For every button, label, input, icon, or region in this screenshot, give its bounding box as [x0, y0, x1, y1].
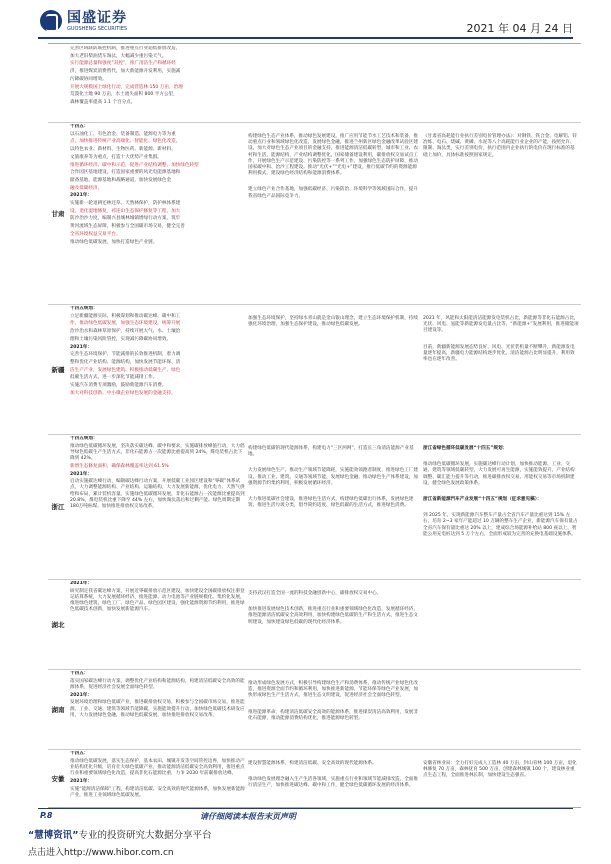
policy-text: 合作园区基地建设，打造国家重要的风光电能源基地和 [70, 170, 181, 176]
province-label: 新疆 [51, 365, 65, 374]
policy-cell-1 [70, 306, 245, 432]
policy-text: 作，推动绿色低碳发展，加强生态环境建设，统筹开展 [70, 321, 181, 327]
policy-text: 全省环境权益交易平台。 [70, 231, 121, 237]
province-label [48, 44, 68, 122]
policy-text: 十四五规划： [70, 306, 98, 311]
policy-text: 建设智慧能源体系，构建清洁低碳、安全高效的现代能源体系。 [248, 761, 377, 766]
policy-text: 济，推进煤炭消费替代，加大新能源开发利用，实施减 [70, 69, 181, 75]
policy-text: 立足新疆能源实际，积极谋划和推动碳达峰、碳中和工 [70, 313, 181, 319]
policy-text: 安徽省林业局：全力打好完成人工造林 40 万亩，封山育林 100 万亩，退化林修复 70 万亩，森林抚育 500 万亩，创建森林城镇 100 个，建设林业重点生态工程，全面推进林长制，加快建设生态强省。 [423, 761, 577, 779]
policy-text: 2021 年，风能和太阳能清洁能源发电装机占比，新能源等非化石能源占比，光伏、风电、氢能等新能源发电量占比等，“新能源+”发展利用，推进储能项目建设等。 [423, 316, 579, 334]
policy-cell-1 [70, 671, 245, 747]
logo-mark-icon [40, 10, 62, 32]
policy-text: 加快推进发展绿色技术创新，推进重点行业和重要领域绿色化改造，发展循环经济，推进能源清洁低碳安全高效利用，加快构建绿色低碳的生产和生活方式，推进生态文明建设，加快建设绿色低碳的现代化经济体系。 [248, 607, 418, 625]
policy-cell-2 [248, 671, 418, 747]
hibor-brand: “慧博资讯” [28, 830, 79, 841]
guosheng-logo [40, 10, 127, 32]
policy-cell-3 [423, 124, 579, 302]
policy-text: 《甘肃省高耗能行业执行差别电价管理办法》：对钢铁、铁合金、电解铝、锌冶炼、电石、烧碱、黄磷、水泥等八个高耗能行业企业的产能，按照允许、限制、淘汰类，实行差别电价，执行范围内企业执行的电价在现行标准的基础上加价，具体标准按照国家规定。 [423, 134, 577, 158]
policy-text: 浙江省新能源汽车产业发展“十四五”规划（征求意见稿）： [423, 497, 542, 503]
policy-text: 加强生态环境保护，坚持绿水青山就是金山银山理念，建立生态环境保护机制，持续强化环境治理，加强生态保护建设，推动绿色低碳发展。 [248, 316, 418, 328]
policy-cell-2 [248, 436, 418, 577]
hibor-tagline: 专业的投资研究大数据分享平台 [78, 830, 212, 841]
policy-text: 以特色农业、新材料、生物医药、新能源、新材料、 [70, 147, 176, 153]
hibor-url-link[interactable]: http://www.hibor.com.cn [64, 848, 174, 858]
policy-text: 落实国家碳达峰行动方案，调整优化产业结构和能源结构，构建清洁低碳安全高效的能源体系，促进经济社会发展全面绿色转型。 [70, 678, 245, 690]
province-label: 浙江 [51, 503, 65, 511]
policy-cell-1 [70, 436, 245, 577]
policy-cell-3 [423, 581, 579, 667]
policy-text: 以石油化工、有色冶金、装备制造、能源电力等为重 [70, 131, 176, 137]
policy-text: 大力发展绿色生产、推动生产领域节能降耗，实施能效领跑者制度，推进绿色工厂建设，推动工业、建筑、交通等领域节能，发展绿色金融，推动绿色生产体系建设，加强资源节约集约利用，积极发展循环经济。 [248, 468, 418, 486]
policy-text: 推进循环经济、碳中和示范，促进产业结构调整，加快绿色转型 [70, 162, 199, 168]
policy-text: 2021年： [70, 193, 92, 199]
policy-text: 推动绿色低碳发展，落实生态保护、基本农田、城镇开发等空间管控边界，加快推动产业结构优化升级，培育壮大绿色低碳产业，推动能源清洁低碳安全高效利用，推进重点行业和重要领域绿色化改造，提高非化石能源比重，力争 2030 年前碳排放达峰。 [70, 758, 245, 777]
table-row [48, 434, 581, 580]
policy-cell-2 [248, 124, 418, 302]
policy-text: 推动绿色低碳循环发展，坚决落实碳达峰、碳中和要求，实施碳排放峰值行动，大力倡导绿色低碳生产生活方式，非化石能源占一次能源比重提高到 24%，煤电装机占比下降到 42%。 [70, 443, 245, 462]
policy-text: 整和优化产业结构、能源结构，加快发展节能环保、清 [70, 359, 181, 365]
logo-name-cn: 国盛证券 [67, 9, 127, 26]
policy-text: 推动绿色低碳发展，加快打造绿色产业链。 [70, 239, 158, 245]
policy-text: 实施“能源清洁保障”工程，构建清洁低碳、安全高效的现代能源体系，加快发展新能源产业，推进工业领域绿色低碳发展。 [70, 786, 245, 798]
page-number: P.8 [40, 811, 53, 820]
policy-text: 浙江省绿色循环低碳发展“十四五”规划： [423, 446, 508, 451]
report-date: 2021 年 04 月 24 日 [466, 22, 573, 35]
policy-text: 研究制定我省碳达峰方案，开展近零碳排放示范区建设，加快建设全国碳排放权注册登记结算系统，大力发展循环经济，推进能源、动力电池等产业链规模化、集约化发展，推进绿色建筑、绿色工厂、绿色产品、绿色园区建设，强化能源资源节约利用，推进绿色低碳技术创新，加快发展新能源汽车。 [70, 588, 245, 613]
policy-text: 大力推进低碳社会建设，推进绿色生活方式，构建绿色低碳出行体系，发展绿色建筑、推进生活垃圾分类，倡导简约适度、绿色低碳的生活方式，推进绿色消费。 [248, 497, 414, 509]
header-divider [38, 37, 573, 39]
policy-text: 2021年： [70, 471, 92, 477]
policy-text: 融及低碳经济。 [70, 185, 103, 191]
policy-cell-3 [423, 306, 579, 432]
policy-text: 十四五规划： [70, 436, 98, 441]
hibor-link-line [28, 845, 174, 858]
table-row [48, 44, 581, 123]
policy-text: 推动绿色发展理念融入生产生活各领域，实施重点行业和领域节能减排改造，全面推行清洁生产，加快推进碳达峰、碳中和工作，健全绿色低碳循环发展的经济体系。 [248, 777, 418, 789]
policy-text: 目前，新疆新能源发展态势良好，风电、光伏装机量不断攀升，新能源发电量逐年提高，新疆电力能源结构逐步优化，清洁能源占比明显提升，利用效率也在逐年改善。 [423, 344, 575, 363]
province-label: 湖南 [51, 705, 65, 714]
policy-text: 实施新一轮退耕还林还草、天然林保护，防护林体系建 [70, 201, 181, 207]
policy-cell-3 [423, 436, 579, 577]
policy-cell-1 [70, 124, 245, 302]
policy-text: 储备基地，能源基地和战略通道，加快发展绿色金 [70, 177, 172, 183]
policy-text: 启动实施碳达峰行动，编制碳达峰行动方案，开展低碳工业园区建设和“零碳”体系试点，大力调整能源结构、产业结构、运输结构，大力发展新能源，优化电力、天然气供给和布局，累计装机容量。实施绿色低碳循环发展，非化石能源占一次能源比重提高到 20.8%，煤电装机比重下降至 44% 左右，加快淘汰落后和过剩产能。绿色周期定期180万吨标煤。加快推进排放权交易改革。 [70, 479, 245, 510]
policy-text: 支持武汉打造全国一流的科技金融创新中心，碳排放权交易中心。 [248, 591, 382, 596]
province-label: 安徽 [51, 774, 65, 783]
policy-text: 推动形成绿色发展方式，积极引导构建绿色生产和消费体系，推动传统产业绿色化改造，推进资源全面节约和循环利用，加快推进新能源、节能环保等绿色产业发展，加快形成绿色生产生活方式，推进生态文明建设，促进经济社会全面绿色转型。 [248, 681, 418, 699]
policy-text: 森林覆盖率提高 1.1 个百分点。 [70, 99, 136, 105]
policy-cell-2 [248, 306, 418, 432]
policy-text: 2021年： [70, 344, 92, 350]
policy-text: 实施汽车消费专项激励，鼓励新能源汽车消费。 [70, 383, 167, 389]
policy-text: 理和土壤污染风险管控，实现减污降碳协同增效。 [70, 336, 172, 342]
province-label: 湖北 [51, 620, 65, 629]
policy-cell-2 [248, 581, 418, 667]
policy-cell-1 [70, 581, 245, 667]
policy-text: 文旅康养等为重点，打造十大优势产业集群。 [70, 154, 162, 160]
policy-text: 推动绿色低碳循环发展，实施碳达峰行动计划，加快推动能源、工业、交通、建筑等领域低碳转型，大力发展可再生能源，实施能效提升、产业结构调整、碳汇能力提升等行动，推进碳排放权交易、用能权交易等市场机制建设，健全绿色发展政策体系。 [423, 462, 575, 486]
footer-divider [38, 808, 573, 809]
policy-text: 洁生产产业，发展绿色建筑、积极推动低碳生产、绿色 [70, 367, 181, 373]
policy-cell-2 [248, 751, 418, 805]
policy-text: 十四五： [70, 671, 89, 676]
policy-text: 推进能源革命，构建清洁低碳安全高效的能源体系，推进煤炭清洁高效利用，发展非化石能源，推动能源消费结构优化，推进能源绿色转型。 [248, 709, 418, 721]
province-label: 甘肃 [51, 209, 65, 218]
policy-text: 点，加快推进传统产业高端化、智能化、绿色化改造， [70, 139, 181, 145]
logo-name-en: GUOSHENG SECURITIES [67, 25, 128, 32]
policy-text: 2021年： [70, 692, 92, 698]
table-row [48, 122, 581, 305]
policy-text: 开展大规模国土绿化行动，完成营造林 150 万亩，治理 [70, 84, 183, 90]
policy-cell-3 [423, 671, 579, 747]
table-row [48, 579, 581, 670]
policy-text: 到 2025 年，实现新能源汽车整车产量占全省汽车产量比重达到 15% 左右，培育 2~3 家年产能超过 10 万辆的整车生产企业，新能源汽车保有量占全省汽车保有量比重达 20% 以上，建成综合场能源补给站 800 座以上，智能公用充电桩达到 5 万个左右，全面形成较为完善的充换电基础设施体系。 [423, 513, 578, 537]
policy-cell-3 [423, 46, 579, 120]
policy-table [48, 43, 581, 808]
policy-text: 2021年： [70, 778, 92, 784]
policy-cell-3 [423, 751, 579, 805]
hibor-link-prefix: 点击进入 [28, 848, 65, 858]
policy-cell-1 [70, 46, 245, 120]
policy-cell-1 [70, 751, 245, 805]
policy-text: 构建绿色生态产业体系，推动绿色发展建设。推广应用节能节水工艺技术和装备，推动重点行业和领域绿色化改造，发展绿色金融，推进兰州新区绿色金融改革试验区建设。加大对绿色生态产业项目的金融支持，推进能源清洁低碳转型，城市和工业、农村和生活，能源结构，产业结构调整优化，国家储备建设利用，碳排放权交易试点工作，开展绿色生产示范建设、污染防控等一系列工作，加强绿色生态防护屏障，推动国家碳中和、治沙工程建设。推动“光伏+”“光电+”建设，推行低碳节约的资源能源利用模式，建设绿色经济结构和能源消费体系。 [248, 134, 418, 177]
policy-text: 防沙治沙力度，编制兴县城林城镇增绿行动方案，筑牢 [70, 216, 181, 222]
policy-text: 建立绿色产业合作基地，加强低碳经济、污染防治、环境科学等领域国际合作，提升我省绿色产品国际竞争力。 [248, 187, 418, 199]
policy-text: 完善生态环境保护、节能减排的长效推进机制，着力调 [70, 352, 181, 358]
policy-text: 发展环境治理和绿色低碳产业，推进碳排放权交易，积极参与全国碳市场交易，推进能源、工业、交通、建筑等领域节能降碳，实施能效提升行动，加快绿色低碳技术研发应用，大力发展绿色金融，推动绿色低碳发展，加快推进排放权交易改革。 [70, 700, 245, 718]
policy-text: 2021年： [70, 581, 92, 586]
policy-text: 加大对科技创新、中小微企业绿色发展的金融支持。 [70, 390, 176, 396]
hibor-ad-line [28, 827, 212, 841]
policy-text: 加大老旧柴油货车淘汰，大幅减少重污染天气。 [70, 53, 167, 59]
table-row [48, 749, 581, 807]
policy-text: 黄河流域生态屏障，积极参与全国碳市场交易，健全完善 [70, 224, 185, 230]
policy-text: 治沙治水和森林草原保护，持续开展大气、水、土壤治 [70, 329, 181, 335]
page-header [0, 0, 611, 40]
policy-text: 实行能源总量和强度“双控”，推广清洁生产和循环经 [70, 61, 176, 67]
disclaimer-note: 请仔细阅读本报告末页声明 [200, 812, 296, 821]
table-row [48, 669, 581, 750]
table-row [48, 304, 581, 435]
policy-text: 构建绿色低碳的现代能源体系，构建电力“三区两网”，打造长三角清洁能源产业基地。 [248, 446, 414, 458]
policy-text: 设，退化湿地修复，祁连山生态保护修复等工程，加大 [70, 208, 181, 214]
policy-text: 污降碳协同增效。 [70, 76, 107, 82]
policy-cell-2 [248, 46, 418, 120]
policy-text: 十四五： [70, 751, 89, 756]
policy-text: 荒漠化土地 90 万亩，水土流失面积 800 平方公里， [70, 92, 178, 98]
policy-text: 十四五： [70, 124, 89, 129]
policy-text: 完善区域联防联控机制，推进重点行业超低排放改造， [70, 46, 181, 51]
policy-text: 低碳生活方式，进一步深化节能减排工作。 [70, 375, 158, 381]
policy-text: 新增生态修复面积，确保森林覆盖率达到 61.5% [70, 463, 169, 469]
